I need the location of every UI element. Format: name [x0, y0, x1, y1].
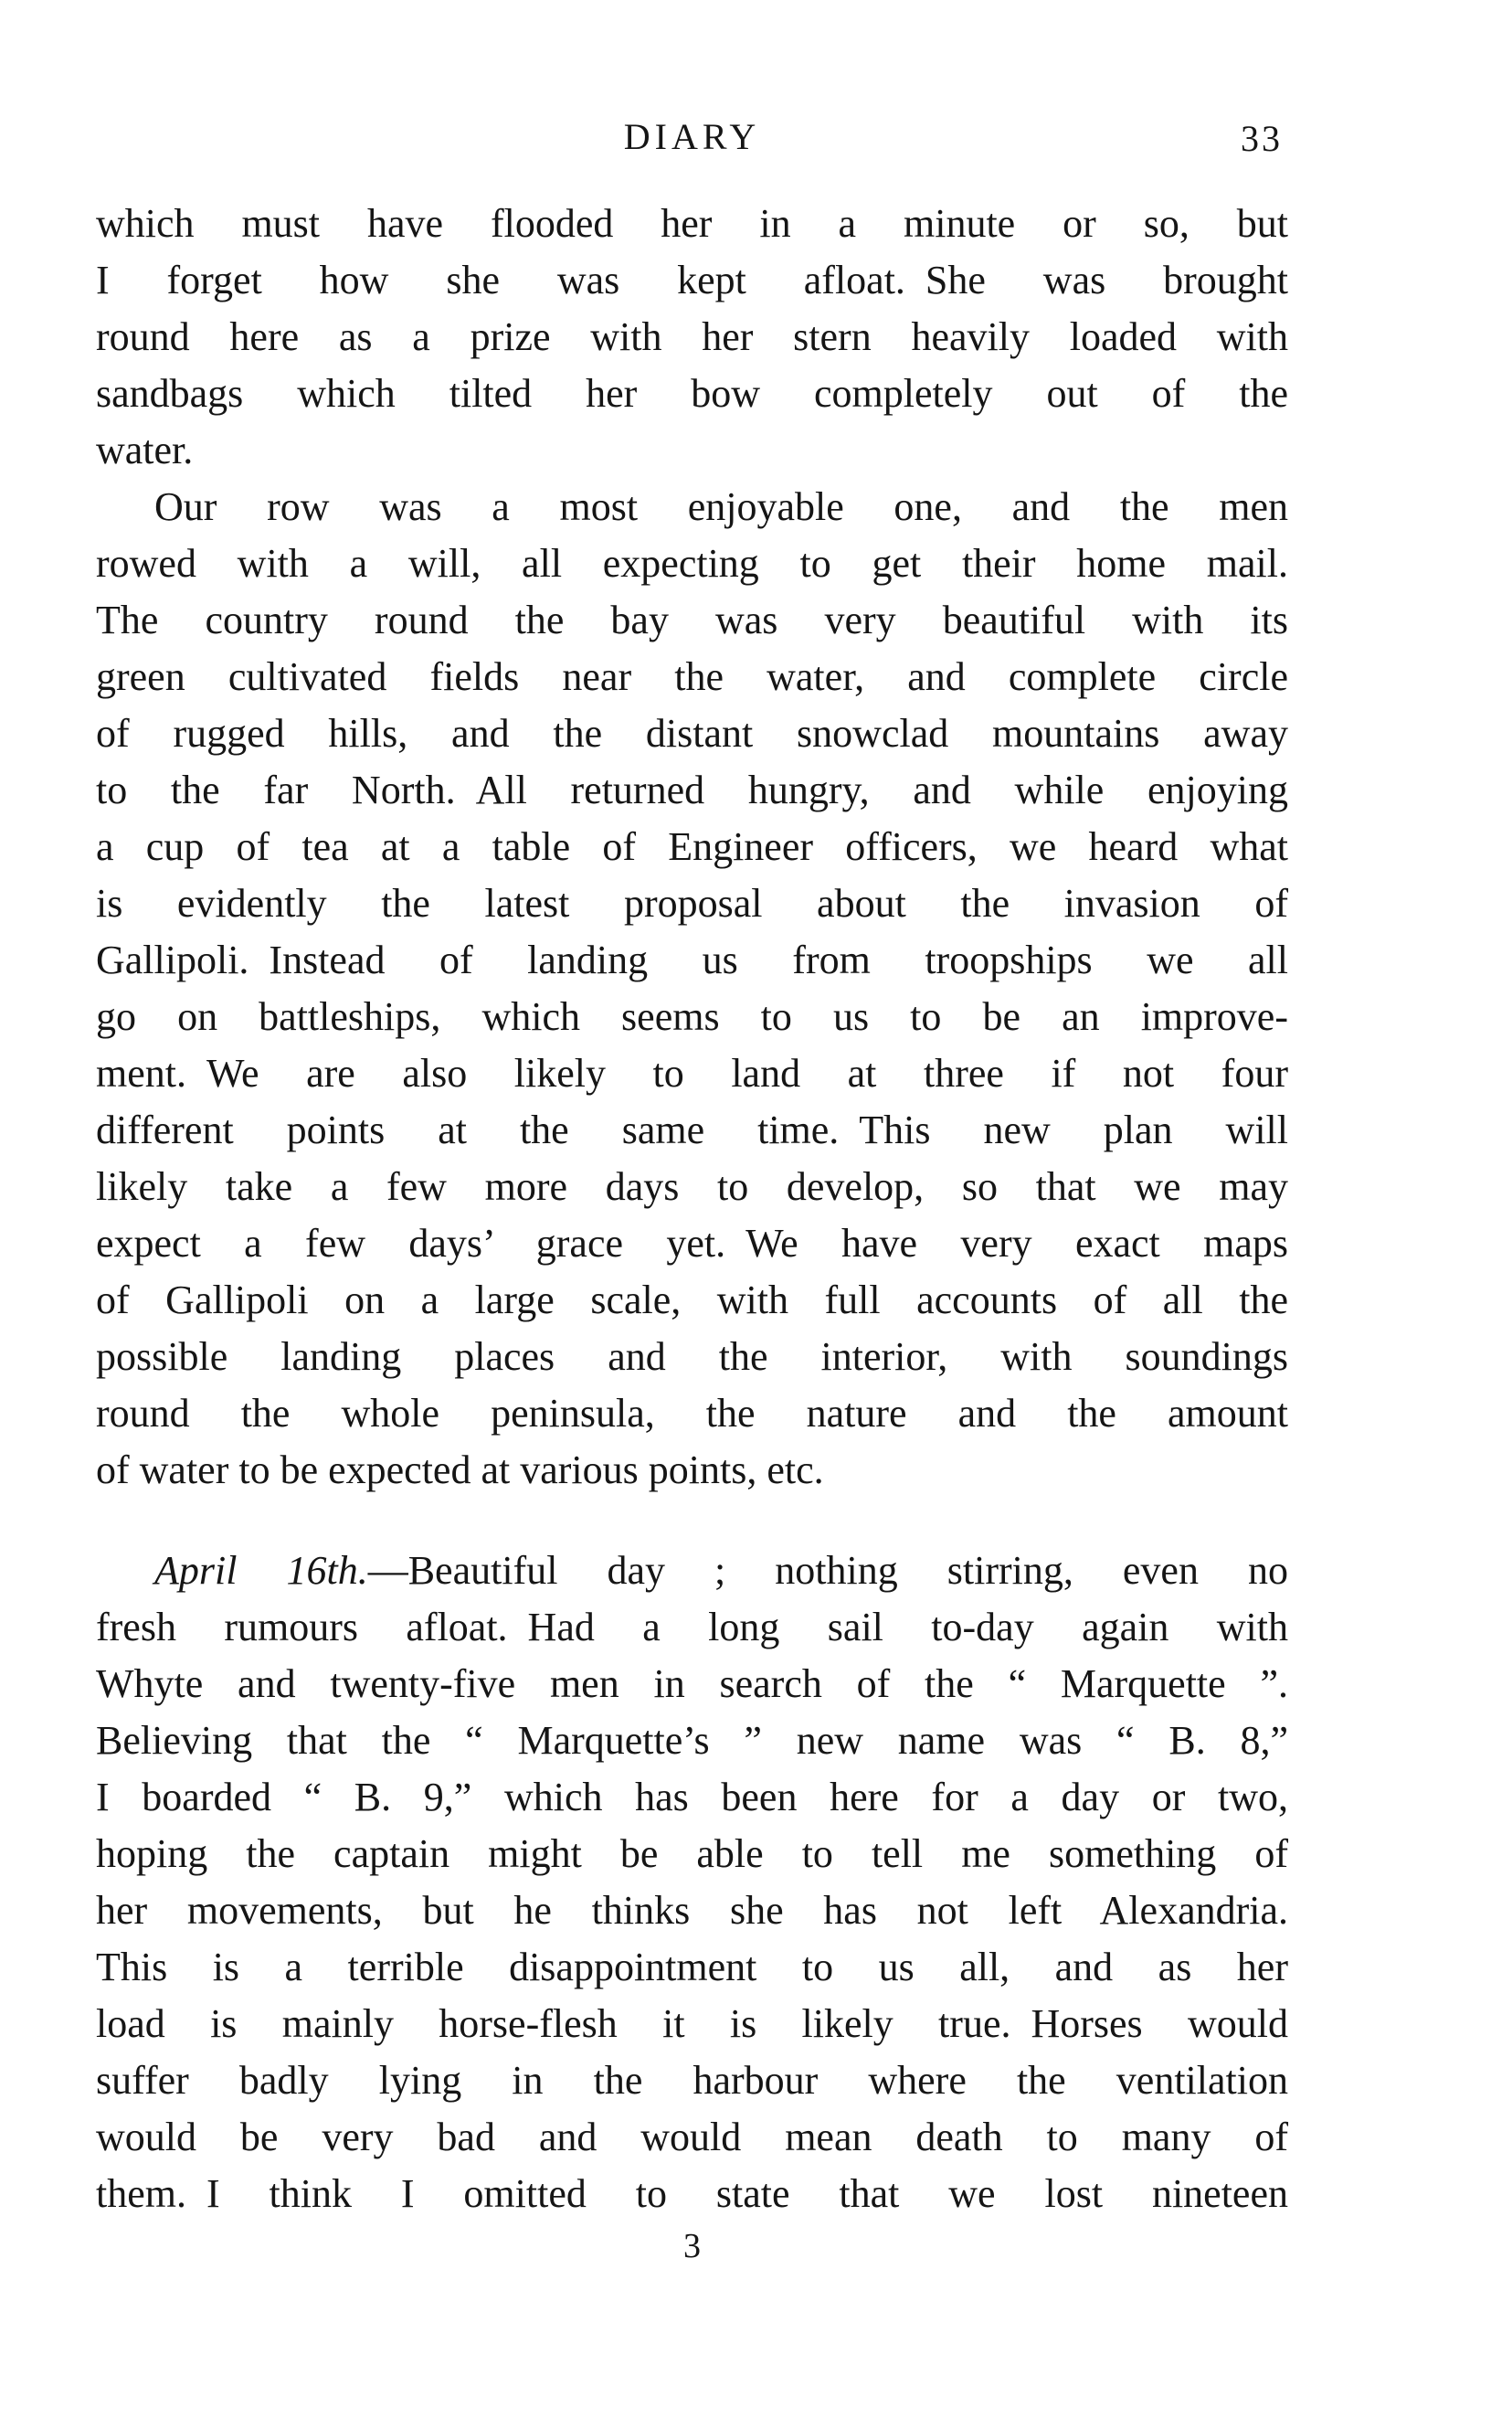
text-line: of rugged hills, and the distant snowclad mountains away	[96, 711, 1288, 756]
text-line: would be very bad and would mean death to many of	[96, 2115, 1288, 2159]
text-line: go on battleships, which seems to us to be an improve-	[96, 994, 1288, 1039]
text-line: possible landing places and the interior, with soundings	[96, 1334, 1288, 1379]
entry-date: April 16th.	[154, 1548, 368, 1593]
text-line: The country round the bay was very beautiful with its	[96, 598, 1288, 642]
diary-entry-april-16	[96, 1543, 1288, 2222]
text-line: sandbags which tilted her bow completely out of the	[96, 371, 1288, 416]
page-number: 33	[1241, 118, 1283, 159]
text-line: Gallipoli. Instead of landing us from troopships we all	[96, 938, 1288, 982]
text-line: to the far North. All returned hungry, and while enjoying	[96, 768, 1288, 812]
text-line: hoping the captain might be able to tell me something of	[96, 1831, 1288, 1876]
text-line: her movements, but he thinks she has not left Alexandria.	[96, 1888, 1288, 1933]
page-title: DIARY	[623, 116, 761, 157]
text-line: Our row was a most enjoyable one, and the men	[154, 484, 1288, 529]
text-line: expect a few days’ grace yet. We have very exact maps	[96, 1221, 1288, 1266]
entry-first-line-text: —Beautiful day ; nothing stirring, even no	[367, 1548, 1288, 1593]
text-line: different points at the same time. This new plan will	[96, 1108, 1288, 1152]
paragraph-continuation	[96, 196, 1288, 479]
text-line: round here as a prize with her stern heavily loaded with	[96, 314, 1288, 359]
paragraph-our-row	[96, 479, 1288, 1499]
text-line: of water to be expected at various points, etc.	[96, 1447, 824, 1492]
text-line: likely take a few more days to develop, so that we may	[96, 1164, 1288, 1209]
text-line: of Gallipoli on a large scale, with full accounts of all the	[96, 1278, 1288, 1322]
body-text	[96, 196, 1288, 2268]
text-line: This is a terrible disappointment to us all, and as her	[96, 1945, 1288, 1989]
running-head	[96, 115, 1288, 170]
text-line: ment. We are also likely to land at three if not four	[96, 1051, 1288, 1096]
text-line: round the whole peninsula, the nature and the amount	[96, 1391, 1288, 1436]
text-line: a cup of tea at a table of Engineer officers, we heard what	[96, 824, 1288, 869]
text-line: suffer badly lying in the harbour where the ventilation	[96, 2058, 1288, 2103]
text-line: rowed with a will, all expecting to get their home mail.	[96, 541, 1288, 586]
text-line: them. I think I omitted to state that we lost nineteen	[96, 2171, 1288, 2216]
text-line: fresh rumours afloat. Had a long sail to-day again with	[96, 1605, 1288, 1649]
text-line: water.	[96, 428, 194, 472]
text-line	[96, 1543, 1288, 1599]
text-line: I boarded “ B. 9,” which has been here for a day or two,	[96, 1775, 1288, 1819]
text-line: green cultivated fields near the water, and complete circle	[96, 654, 1288, 699]
text-line: load is mainly horse-flesh it is likely true. Horses would	[96, 2001, 1288, 2046]
text-line: I forget how she was kept afloat. She was brought	[96, 258, 1288, 302]
text-line: which must have flooded her in a minute or so, but	[96, 201, 1288, 246]
text-line: Believing that the “ Marquette’s ” new name was “ B. 8,”	[96, 1718, 1288, 1763]
text-line: Whyte and twenty-five men in search of the “ Marquette ”.	[96, 1661, 1288, 1706]
text-line: is evidently the latest proposal about the invasion of	[96, 881, 1288, 926]
signature-mark: 3	[683, 2227, 701, 2265]
